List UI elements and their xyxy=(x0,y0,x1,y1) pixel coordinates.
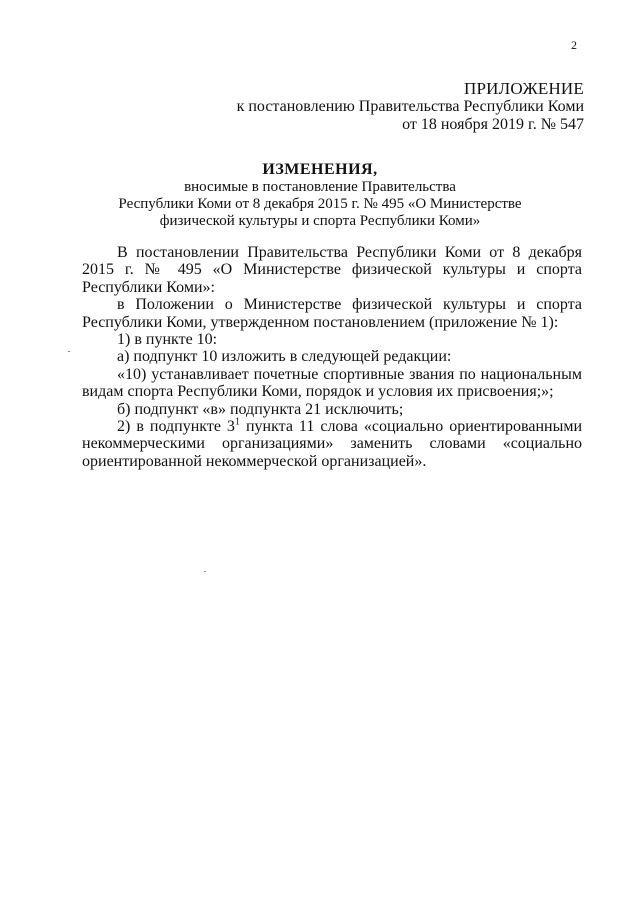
superscript: 1 xyxy=(234,416,240,428)
paragraph-item-1: 1) в пункте 10: xyxy=(117,331,218,349)
scan-speck xyxy=(68,351,70,352)
title-line-1: вносимые в постановление Правительства xyxy=(184,179,456,195)
document-body xyxy=(82,244,582,470)
appendix-date: от 18 ноября 2019 г. № 547 xyxy=(402,116,584,133)
item-2-text-end: пункта 11 слова «социально ориентированными некоммерческими организациями» заменить словами «социально ориентированной некоммерческой организацией». xyxy=(82,418,583,470)
appendix-header xyxy=(237,80,584,134)
paragraph-new-wording: «10) устанавливает почетные спортивные звания по национальным видам спорта Республики Коми, порядок и условия их присвоения;»; xyxy=(82,365,582,401)
scan-speck xyxy=(204,571,206,572)
paragraph-regulation: в Положении о Министерстве физической культуры и спорта Республики Коми, утвержденном постановлением (приложение № 1): xyxy=(82,296,582,331)
title-line-2: Республики Коми от 8 декабря 2015 г. № 495 «О Министерстве xyxy=(118,196,522,212)
paragraph-intro: В постановлении Правительства Республики Коми от 8 декабря 2015 г. № 495 «О Министерстве физической культуры и спорта Республики Коми»: xyxy=(82,244,582,296)
appendix-heading: ПРИЛОЖЕНИЕ xyxy=(464,79,584,98)
paragraph-item-2 xyxy=(82,418,582,470)
title-line-3: физической культуры и спорта Республики Коми» xyxy=(159,213,481,229)
paragraph-subitem-a: а) подпункт 10 изложить в следующей редакции: xyxy=(117,348,452,366)
page-number: 2 xyxy=(571,38,577,52)
item-2-text-start: 2) в подпункте 3 xyxy=(117,418,235,436)
appendix-reference: к постановлению Правительства Республики Коми xyxy=(236,98,584,115)
document-title xyxy=(0,160,640,230)
paragraph-subitem-b: б) подпункт «в» подпункта 21 исключить; xyxy=(117,400,404,418)
title-main: ИЗМЕНЕНИЯ, xyxy=(262,161,378,178)
